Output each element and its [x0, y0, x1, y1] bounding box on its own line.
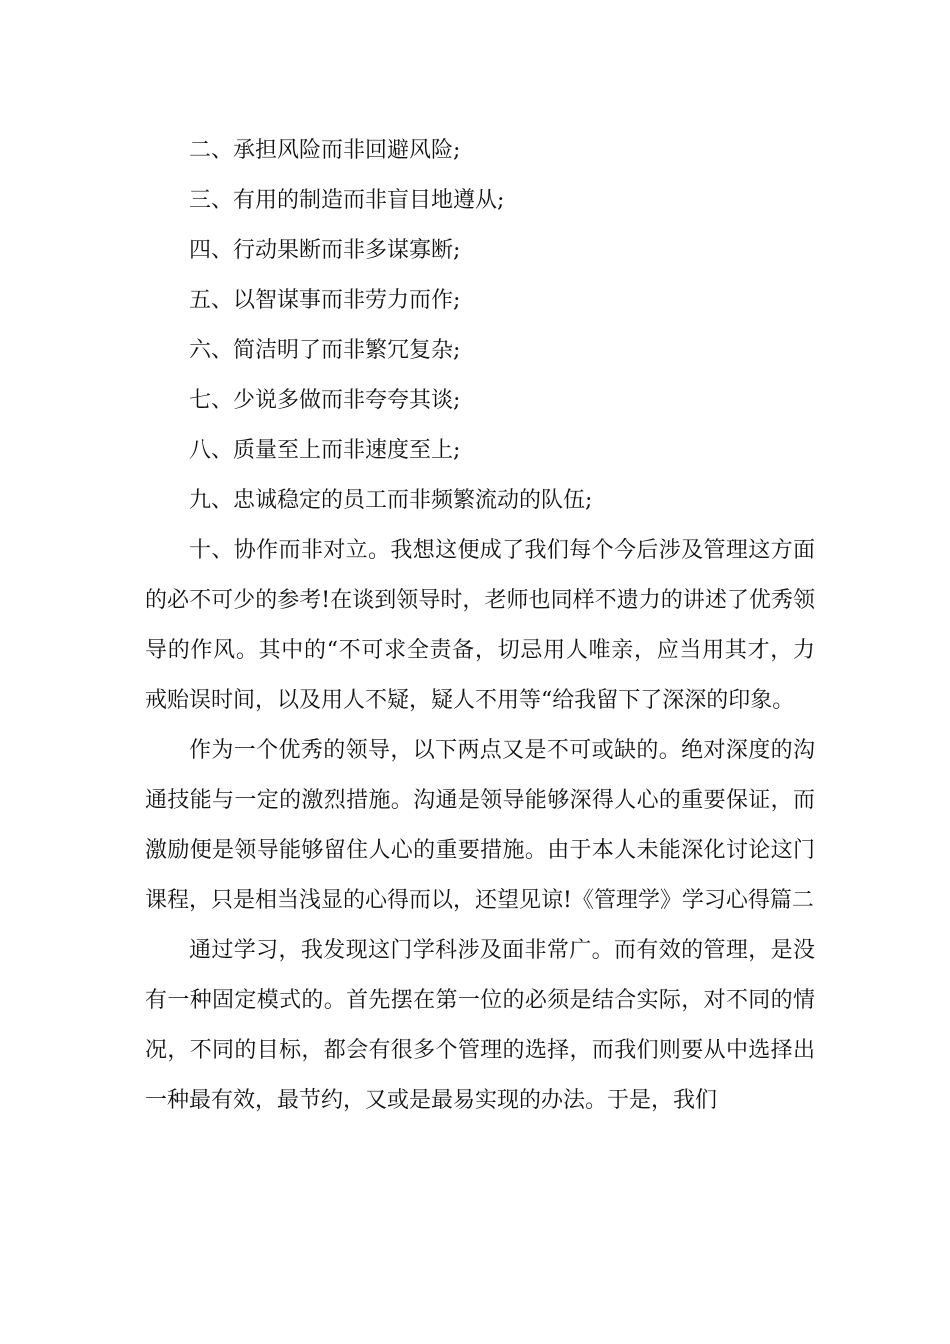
list-item-8: 八、质量至上而非速度至上;: [189, 438, 461, 463]
list-item-5: 五、以智谋事而非劳力而作;: [189, 288, 461, 313]
list-item-6: 六、简洁明了而非繁冗复杂;: [189, 338, 461, 363]
list-item-4: 四、行动果断而非多谋寡断;: [189, 238, 461, 263]
list-item-2: 二、承担风险而非回避风险;: [189, 138, 461, 163]
list-item-9: 九、忠诚稳定的员工而非频繁流动的队伍;: [189, 488, 593, 513]
list-item-3: 三、有用的制造而非盲目地遵从;: [189, 188, 505, 213]
paragraph-leadership: 作为一个优秀的领导，以下两点又是不可或缺的。绝对深度的沟通技能与一定的激烈措施。沟通是领导能够深得人心的重要保证，而激励便是领导能够留住人心的重要措施。由于本人未能深化讨论这门课程，只是相当浅显的心得而以，还望见谅!《管理学》学习心得篇二: [145, 738, 815, 913]
paragraph-item-10: 十、协作而非对立。我想这便成了我们每个今后涉及管理这方面的必不可少的参考!在谈到领导时，老师也同样不遗力的讲述了优秀领导的作风。其中的“不可求全责备，切忌用人唯亲，应当用其才，力戒贻误时间，以及用人不疑，疑人不用等“给我留下了深深的印象。: [145, 538, 815, 713]
list-item-7: 七、少说多做而非夸夸其谈;: [189, 388, 461, 413]
document-body: [145, 126, 815, 1126]
paragraph-learning: 通过学习，我发现这门学科涉及面非常广。而有效的管理，是没有一种固定模式的。首先摆在第一位的必须是结合实际，对不同的情况，不同的目标，都会有很多个管理的选择，而我们则要从中选择出一种最有效，最节约，又或是最易实现的办法。于是，我们: [145, 938, 815, 1113]
